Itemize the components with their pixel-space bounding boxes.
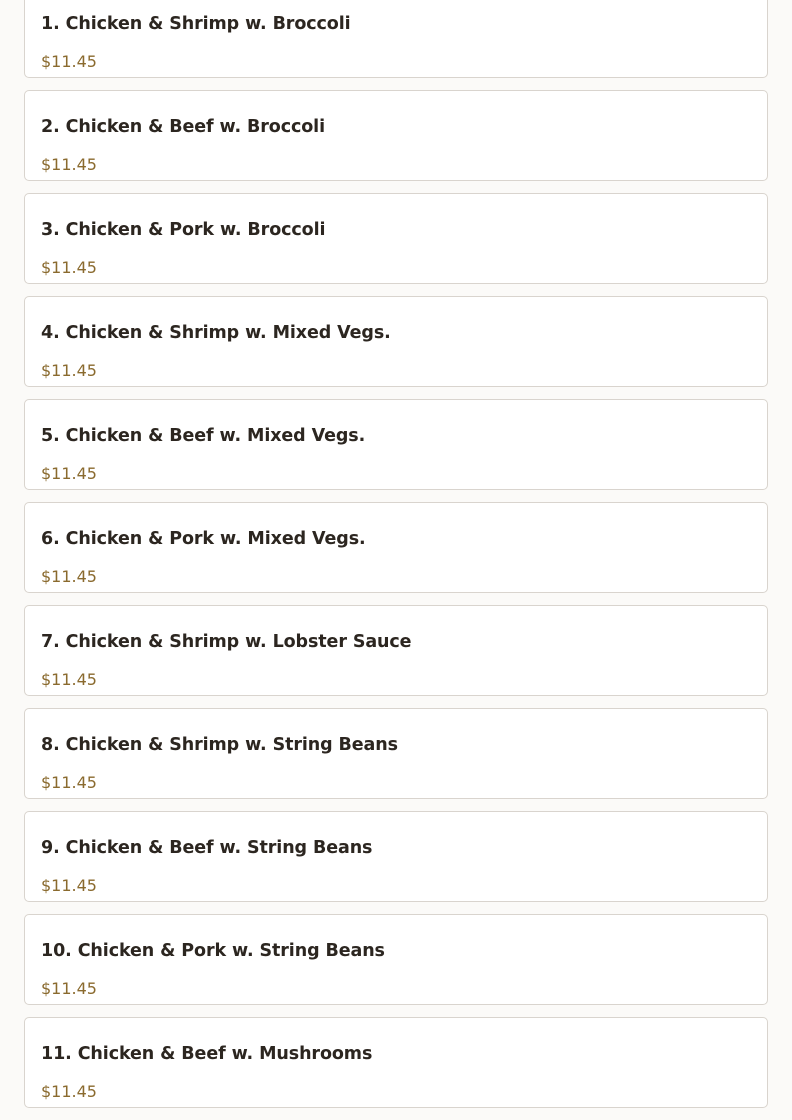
menu-item-card[interactable] [24, 296, 768, 387]
menu-item-name: 10. Chicken & Pork w. String Beans [41, 941, 385, 961]
menu-item-name: 2. Chicken & Beef w. Broccoli [41, 117, 325, 137]
menu-item-card[interactable] [24, 708, 768, 799]
menu-item-card[interactable] [24, 90, 768, 181]
menu-item-price: $11.45 [41, 52, 97, 71]
menu-item-price: $11.45 [41, 1082, 97, 1101]
menu-item-price: $11.45 [41, 361, 97, 380]
menu-item-price: $11.45 [41, 258, 97, 277]
menu-item-list [24, 0, 768, 1120]
menu-item-card[interactable] [24, 399, 768, 490]
menu-item-name: 6. Chicken & Pork w. Mixed Vegs. [41, 529, 366, 549]
menu-item-card[interactable] [24, 0, 768, 78]
menu-item-name: 5. Chicken & Beef w. Mixed Vegs. [41, 426, 366, 446]
menu-item-price: $11.45 [41, 773, 97, 792]
menu-item-name: 1. Chicken & Shrimp w. Broccoli [41, 14, 351, 34]
menu-item-name: 7. Chicken & Shrimp w. Lobster Sauce [41, 632, 412, 652]
menu-item-card[interactable] [24, 193, 768, 284]
menu-item-name: 4. Chicken & Shrimp w. Mixed Vegs. [41, 323, 391, 343]
menu-item-card[interactable] [24, 502, 768, 593]
menu-item-card[interactable] [24, 1017, 768, 1108]
menu-item-price: $11.45 [41, 979, 97, 998]
menu-item-price: $11.45 [41, 155, 97, 174]
menu-item-card[interactable] [24, 811, 768, 902]
menu-item-name: 8. Chicken & Shrimp w. String Beans [41, 735, 398, 755]
menu-item-price: $11.45 [41, 464, 97, 483]
menu-item-card[interactable] [24, 605, 768, 696]
menu-item-name: 11. Chicken & Beef w. Mushrooms [41, 1044, 373, 1064]
menu-item-name: 9. Chicken & Beef w. String Beans [41, 838, 373, 858]
menu-item-price: $11.45 [41, 876, 97, 895]
menu-item-price: $11.45 [41, 670, 97, 689]
menu-item-price: $11.45 [41, 567, 97, 586]
menu-item-name: 3. Chicken & Pork w. Broccoli [41, 220, 326, 240]
menu-item-card[interactable] [24, 914, 768, 1005]
